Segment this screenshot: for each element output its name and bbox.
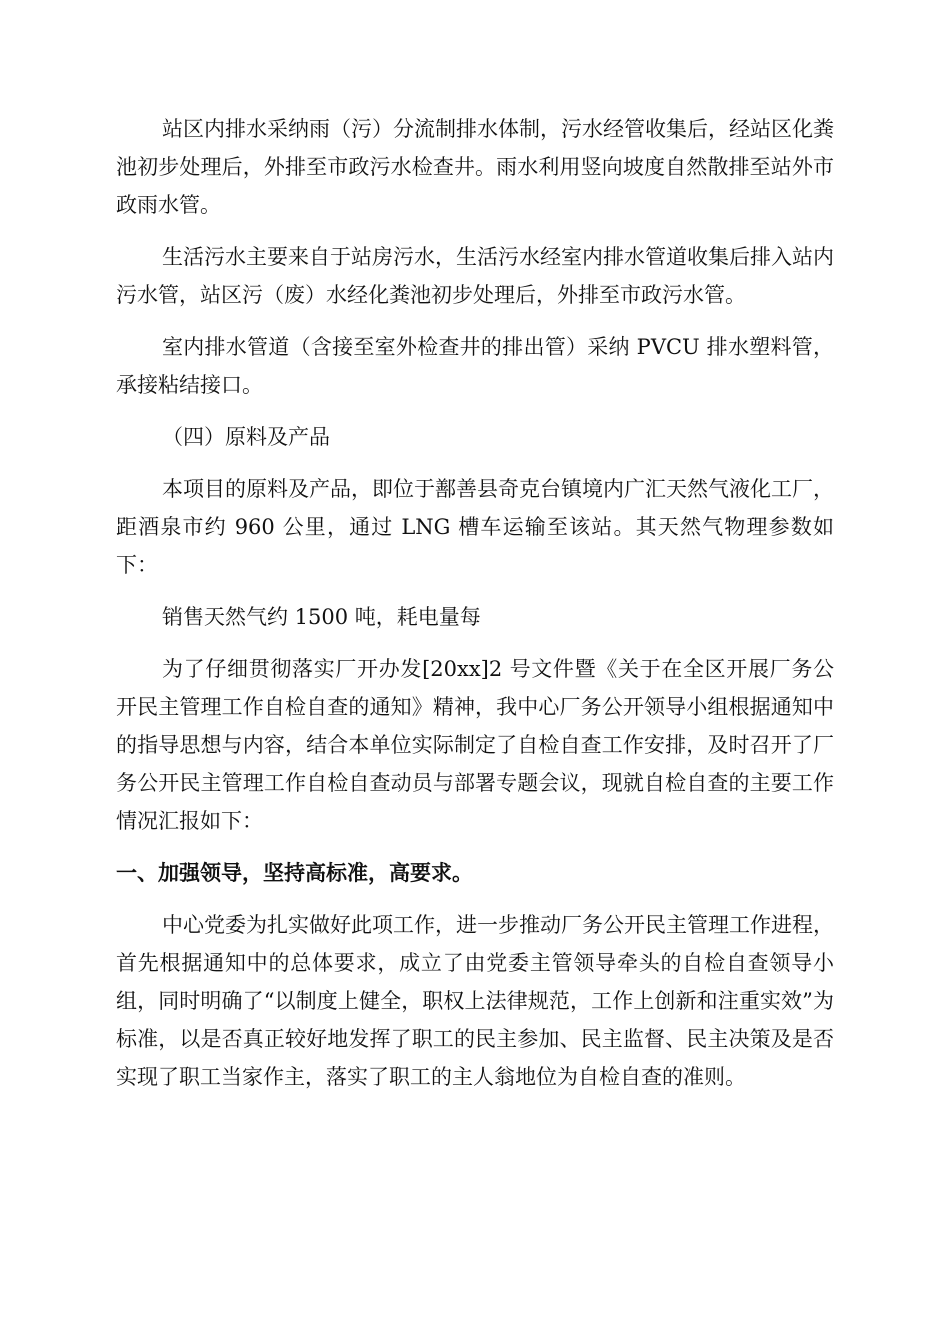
paragraph-indoor-pipes: 室内排水管道（含接至室外检查井的排出管）采纳 PVCU 排水塑料管，承接粘结接口。 [116, 335, 834, 397]
paragraph-raw-materials: 本项目的原料及产品，即位于鄯善县奇克台镇境内广汇天然气液化工厂，距酒泉市约 960 公里，通过 LNG 槽车运输至该站。其天然气物理参数如下： [116, 477, 834, 577]
section-heading-raw-materials: （四）原料及产品 [162, 425, 330, 449]
paragraph-gas-sales: 销售天然气约 1500 吨，耗电量每 [162, 605, 481, 629]
section-heading-leadership: 一、加强领导，坚持高标准，高要求。 [116, 861, 473, 885]
paragraph-domestic-sewage: 生活污水主要来自于站房污水，生活污水经室内排水管道收集后排入站内污水管，站区污（废）水经化粪池初步处理后，外排至市政污水管。 [116, 245, 834, 307]
document-page [116, 110, 834, 1110]
paragraph-drainage-system: 站区内排水采纳雨（污）分流制排水体制，污水经管收集后，经站区化粪池初步处理后，外排至市政污水检查井。雨水利用竖向坡度自然散排至站外市政雨水管。 [116, 117, 834, 217]
paragraph-self-inspection-intro: 为了仔细贯彻落实厂开办发[20xx]2 号文件暨《关于在全区开展厂务公开民主管理工作自检自查的通知》精神，我中心厂务公开领导小组根据通知中的指导思想与内容，结合本单位实际制定了自检自查工作安排，及时召开了厂务公开民主管理工作自检自查动员与部署专题会议，现就自检自查的主要工作情况汇报如下： [116, 657, 834, 833]
paragraph-leadership: 中心党委为扎实做好此项工作，进一步推动厂务公开民主管理工作进程，首先根据通知中的总体要求，成立了由党委主管领导牵头的自检自查领导小组，同时明确了“以制度上健全，职权上法律规范，工作上创新和注重实效”为标准，以是否真正较好地发挥了职工的民主参加、民主监督、民主决策及是否实现了职工当家作主，落实了职工的主人翁地位为自检自查的准则。 [116, 913, 834, 1089]
